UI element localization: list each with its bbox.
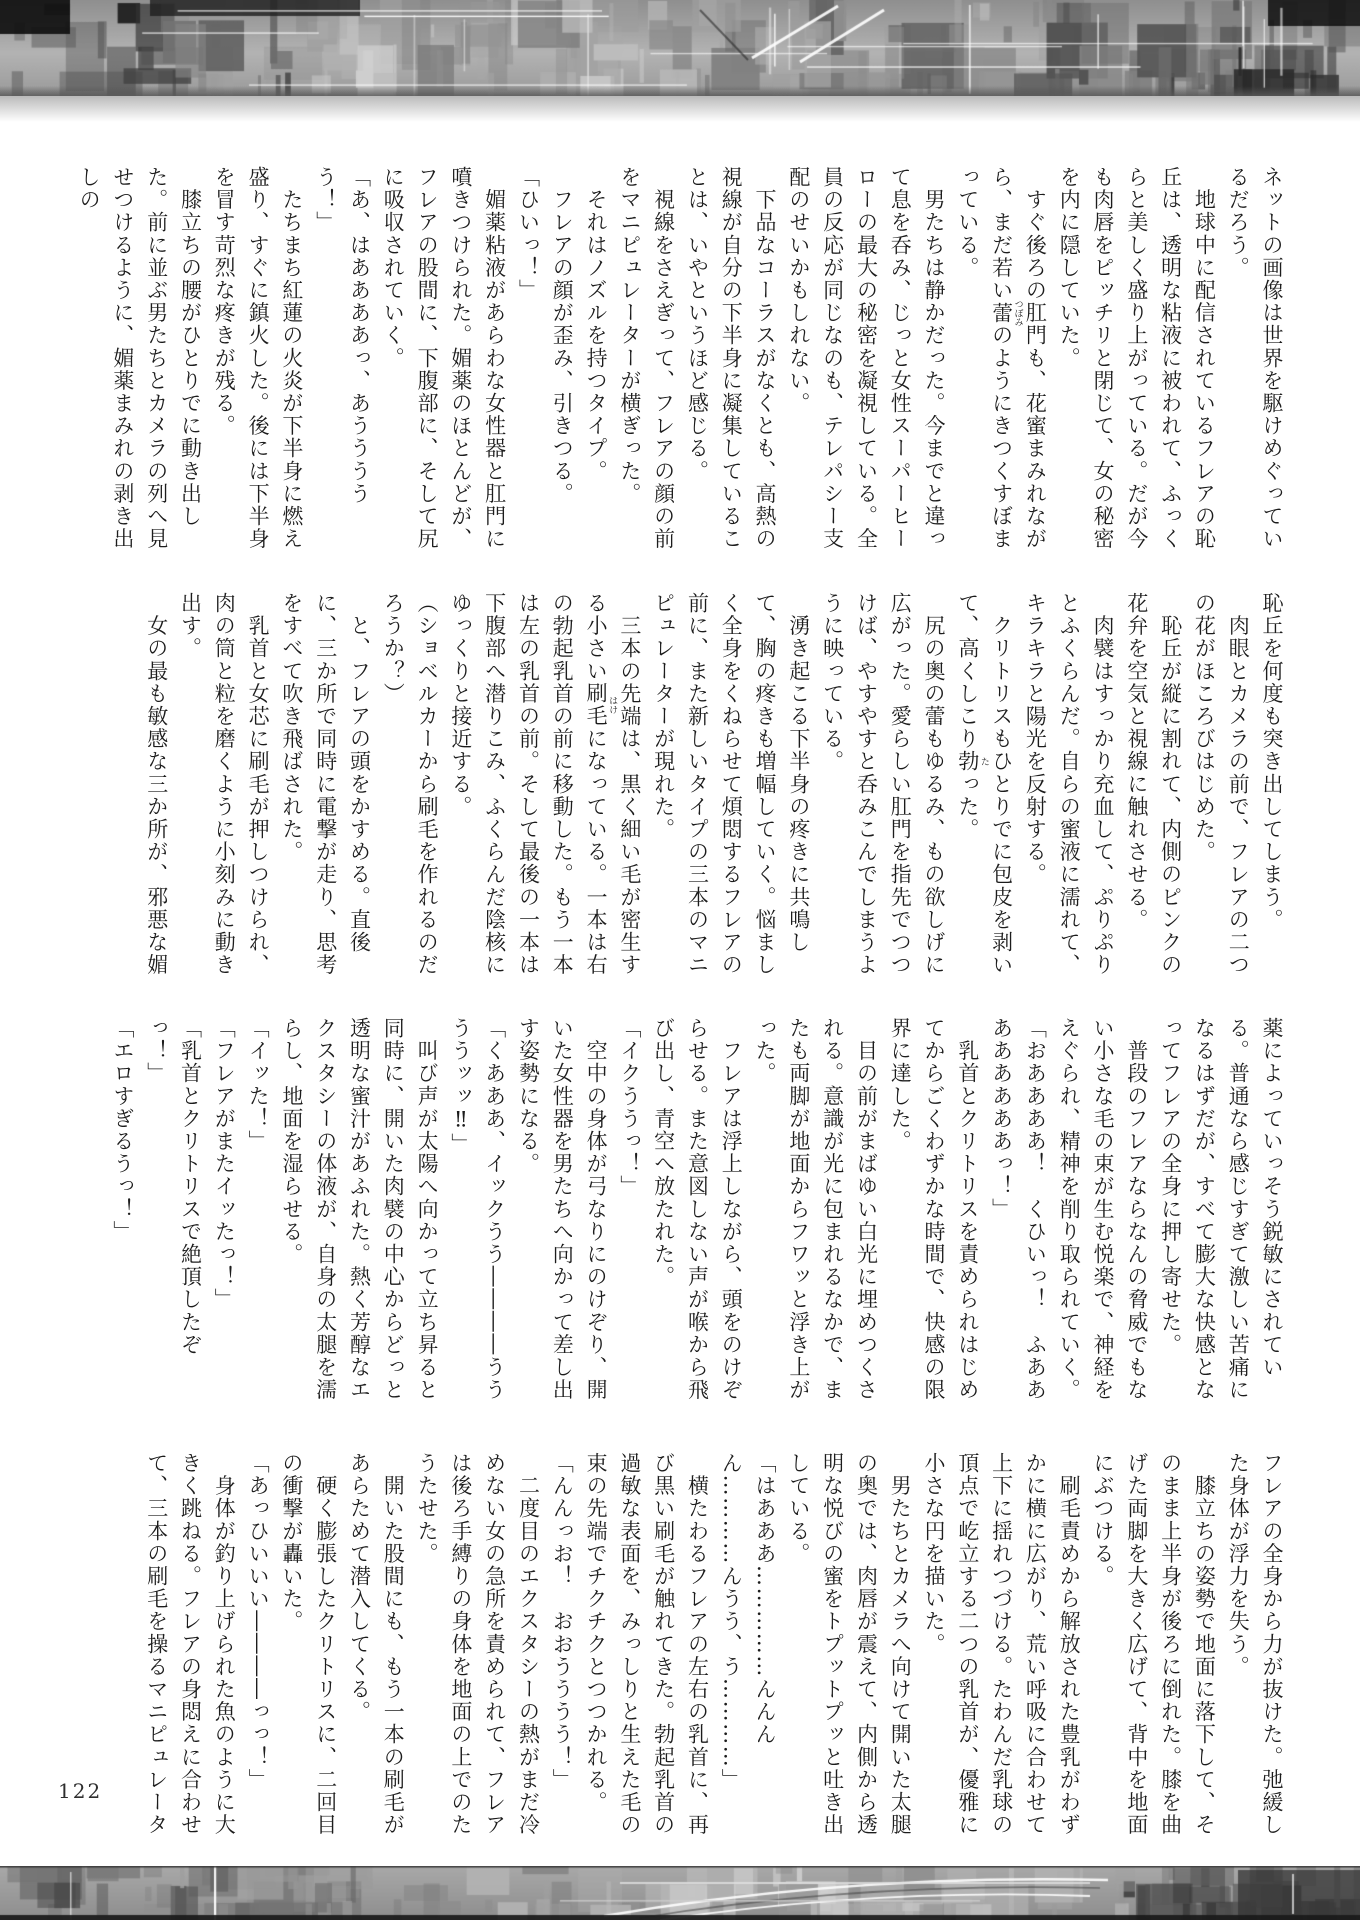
text-band-3 — [110, 1017, 1288, 1403]
paragraph: 乳首と女芯に刷毛が押しつけられ、肉の筒と粒を磨くように小刻みに動き出す。 — [178, 592, 271, 977]
paragraph: 乳首とクリトリスを責められはじめてからごくわずかな時間で、快感の限界に達した。 — [888, 1017, 980, 1402]
paragraph: （ショベルカーから刷毛を作れるのだろうか？） — [381, 592, 440, 977]
paragraph: フレアの全身から力が抜けた。弛緩した身体が浮力を失う。 — [1226, 1452, 1284, 1837]
paragraph: フレアは浮上しながら、頭をのけぞらせる。また意図しない声が喉から飛び出し、青空へ放たれた。 — [651, 1017, 744, 1402]
paragraph: 薬によっていっそう鋭敏にされている。普通なら感じすぎて激しい苦痛になるはずだが、すべて膨大な快感となってフレアの全身に押し寄せた。 — [1158, 1017, 1284, 1402]
header-fade — [0, 96, 1360, 122]
page-number: 122 — [58, 1779, 103, 1803]
paragraph: 恥丘が縦に割れて、内側のピンクの花弁を空気と視線に触れさせる。 — [1124, 592, 1183, 977]
paragraph: クリトリスもひとりでに包皮を剥いて、高くしこり勃 たった。 — [955, 592, 1014, 977]
paragraph: それはノズルを持つタイプ。 — [584, 166, 609, 483]
paragraph: 横たわるフレアの左右の乳首に、再び黒い刷毛が触れてきた。勃起乳首の過敏な表面を、みっしりと生えた毛の束の先端でチクチクとつつかれる。 — [584, 1452, 710, 1837]
paragraph: 視線をさえぎって、フレアの顔の前をマニピュレーターが横ぎった。 — [617, 166, 676, 551]
paragraph: 膝立ちの腰がひとりでに動き出した。前に並ぶ男たちとカメラの列へ見せつけるように、媚薬まみれの剥き出しの — [77, 166, 203, 551]
paragraph: 膝立ちの姿勢で地面に落下して、そのまま上半身が後ろに倒れた。膝を曲げた両脚を大きく広げて、背中を地面にぶつける。 — [1091, 1452, 1217, 1837]
paragraph: 「あっひいいい――――っっ！」 — [246, 1452, 271, 1791]
paragraph: 硬く膨張したクリトリスに、二回目の衝撃が轟いた。 — [279, 1452, 338, 1837]
paragraph: 「イッた！」 — [246, 1017, 271, 1153]
footer-glitch-art — [0, 1866, 1360, 1920]
paragraph: ネットの画像は世界を駆けめぐっているだろう。 — [1226, 166, 1284, 551]
header-glitch-art — [0, 0, 1360, 96]
paragraph: 空中の身体が弓なりにのけぞり、開いた女性器を男たちへ向かって差し出す姿勢になる。 — [516, 1017, 609, 1402]
paragraph: 恥丘を何度も突き出してしまう。 — [1260, 592, 1284, 931]
paragraph: 刷毛責めから解放された豊乳がわずかに横に広がり、荒い呼吸に合わせて上下に揺れつづける。たわんだ乳球の頂点で屹立する二つの乳首が、優雅に小さな円を描いた。 — [922, 1452, 1082, 1837]
paragraph: 下品なコーラスがなくとも、高熱の視線が自分の下半身に凝集していることは、いやというほど感じる。 — [685, 166, 778, 551]
paragraph: 「おああああ！ くひいっ！ ふああああああああっ！」 — [989, 1017, 1048, 1402]
paragraph: 普段のフレアならなんの脅威でもない小さな毛の束が生む悦楽で、神経をえぐられ、精神を削り取られていく。 — [1057, 1017, 1149, 1402]
paragraph: 「イクううっ！」 — [617, 1017, 642, 1198]
paragraph: と、フレアの頭をかすめる。直後に、三か所で同時に電撃が走り、思考をすべて吹き飛ばされた。 — [279, 592, 372, 977]
paragraph: 「くあああ、イックうう――――ううううッッ‼」 — [448, 1017, 507, 1402]
paragraph: 「んんっお！ おおうううう！」 — [550, 1452, 575, 1791]
paragraph: 「乳首とクリトリスで絶頂したぞっ！」 — [144, 1017, 203, 1356]
paragraph: 「ひいっ！」 — [516, 166, 541, 302]
paragraph: 「はあああ……………んんんん…………んうう、う…………」 — [719, 1452, 778, 1791]
text-band-1 — [77, 166, 1288, 552]
text-band-2 — [132, 592, 1288, 978]
paragraph: 男たちとカメラへ向けて開いた太腿の奥では、肉唇が震えて、内側から透明な悦びの蜜をトプットプッと吐き出している。 — [786, 1452, 913, 1837]
paragraph: 湧き起こる下半身の疼きに共鳴して、胸の疼きも増幅していく。悩ましく全身をくねらせて煩悶するフレアの前に、また新しいタイプの三本のマニピュレーターが現れた。 — [651, 592, 811, 977]
paragraph: たちまち紅蓮の火炎が下半身に燃え盛り、すぐに鎮火した。後には下半身を冒す苛烈な疼きが残る。 — [212, 166, 304, 551]
paragraph: 「エロすぎるうっ！」 — [110, 1017, 135, 1243]
paragraph: フレアの顔が歪み、引きつる。 — [550, 166, 575, 505]
paragraph: 開いた股間にも、もう一本の刷毛があらためて潜入してくる。 — [347, 1452, 406, 1837]
paragraph: 叫び声が太陽へ向かって立ち昇ると同時に、開いた肉襞の中心からどっと透明な蜜汁があふれた。熱く芳醇なエクスタシーの体液が、自身の太腿を濡らし、地面を湿らせる。 — [279, 1017, 440, 1402]
text-band-4 — [132, 1452, 1288, 1838]
paragraph: すぐ後ろの肛門も、花蜜まみれながら、まだ若い蕾 つぼみのようにきつくすぼまっている。 — [955, 166, 1048, 551]
paragraph: 「あ、はああああっ、あううううう！」 — [313, 166, 372, 505]
paragraph: 二度目のエクスタシーの熱がまだ冷めない女の急所を責められて、フレアは後ろ手縛りの身体を地面の上でのたうたせた。 — [415, 1452, 541, 1837]
paragraph: 「フレアがまたイッたっ！」 — [212, 1017, 237, 1311]
paragraph: 女の最も敏感な三か所が、邪悪な媚 — [144, 592, 169, 977]
paragraph: 肉襞はすっかり充血して、ぷりぷりとふくらんだ。自らの蜜液に濡れて、キラキラと陽光を反射する。 — [1023, 592, 1116, 977]
paragraph: 目の前がまばゆい白光に埋めつくされる。意識が光に包まれるなかで、またも両脚が地面からフワッと浮き上がった。 — [753, 1017, 879, 1402]
paragraph: 媚薬粘液があらわな女性器と肛門に噴きつけられた。媚薬のほとんどが、フレアの股間に、下腹部に、そして尻に吸収されていく。 — [381, 166, 507, 551]
paragraph: 男たちは静かだった。今までと違って息を呑み、じっと女性スーパーヒーローの最大の秘密を凝視している。全員の反応が同じなのも、テレパシー支配のせいかもしれない。 — [786, 166, 947, 551]
paragraph: 三本の先端は、黒く細い毛が密生する小さい刷毛 はけになっている。一本は右の勃起乳首の前に移動した。もう一本は左の乳首の前。そして最後の一本は下腹部へ潜りこみ、ふくらんだ陰核にゆっくりと接近する。 — [448, 592, 642, 977]
paragraph: 身体が釣り上げられた魚のように大きく跳ねる。フレアの身悶えに合わせて、三本の刷毛を操るマニピュレータ — [144, 1452, 237, 1837]
paragraph: 地球中に配信されているフレアの恥丘は、透明な粘液に被われて、ふっくらと美しく盛り上がっている。だが今も肉唇をピッチリと閉じて、女の秘密を内に隠していた。 — [1057, 166, 1217, 551]
paragraph: 肉眼とカメラの前で、フレアの二つの花がほころびはじめた。 — [1192, 592, 1251, 977]
paragraph: 尻の奥の蕾もゆるみ、もの欲しげに広がった。愛らしい肛門を指先でつつけば、やすやすと呑みこんでしまうように映っている。 — [820, 592, 947, 977]
